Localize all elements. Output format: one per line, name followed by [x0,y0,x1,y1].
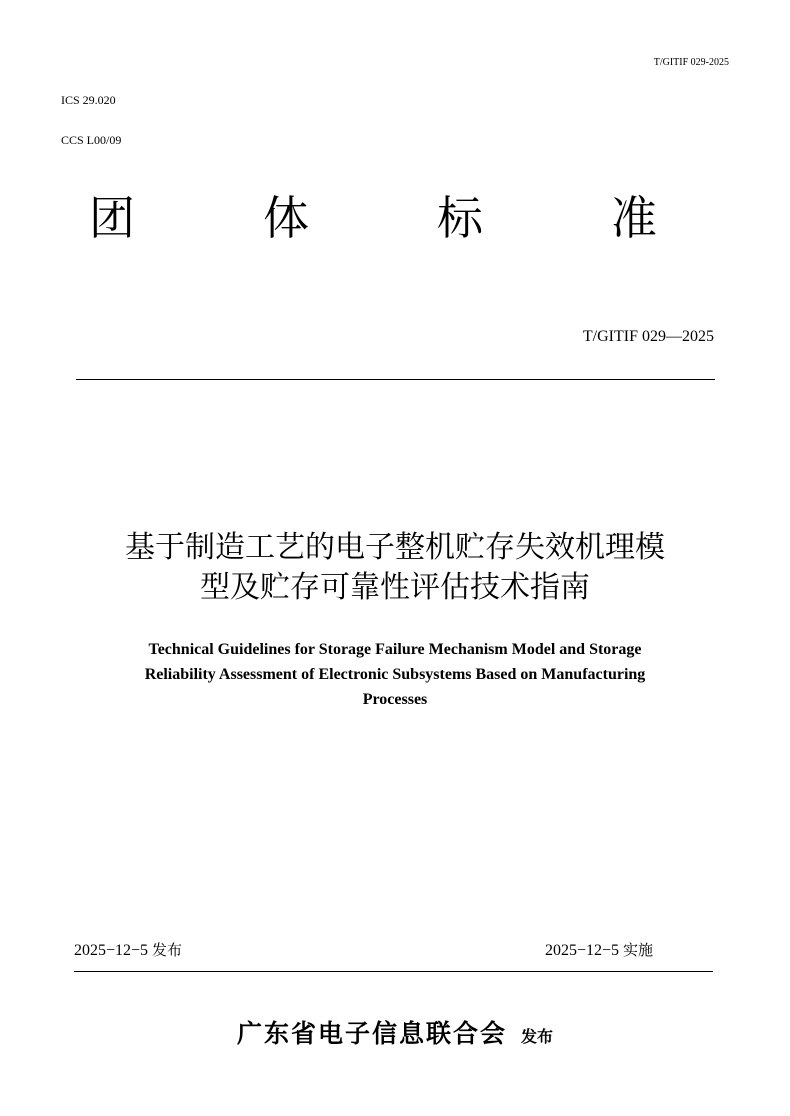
top-divider [76,379,715,380]
chinese-title-line: 基于制造工艺的电子整机贮存失效机理模 [125,530,665,565]
chinese-title [0,528,790,608]
issuer-line [0,1014,790,1050]
implement-date-value: 2025−12−5 [545,942,620,959]
issuing-organization: 广东省电子信息联合会 [236,1019,507,1048]
publish-label: 发布 [152,941,183,959]
standard-number: T/GITIF 029—2025 [582,328,714,345]
publish-date [74,939,182,960]
standard-type-char: 准 [611,191,657,245]
standard-type-char: 标 [437,191,483,245]
publish-date-value: 2025−12−5 [74,942,149,959]
standard-type-char: 体 [263,191,309,245]
english-title-line: Technical Guidelines for Storage Failure Mechanism Model and Storage [148,641,642,658]
issuing-action: 发布 [521,1027,554,1046]
english-title-line: Processes [362,691,428,708]
document-code-header: T/GITIF 029-2025 [653,57,729,68]
implement-date [545,939,653,960]
implement-label: 实施 [623,941,654,959]
chinese-title-line: 型及贮存可靠性评估技术指南 [200,570,590,605]
ccs-code: CCS L00/09 [61,133,122,147]
bottom-divider [74,971,713,972]
standard-type-heading [62,188,684,248]
english-title-line: Reliability Assessment of Electronic Subsystems Based on Manufacturing [144,666,646,683]
english-title [0,637,790,712]
standard-type-char: 团 [89,191,135,245]
ics-code: ICS 29.020 [61,93,116,107]
